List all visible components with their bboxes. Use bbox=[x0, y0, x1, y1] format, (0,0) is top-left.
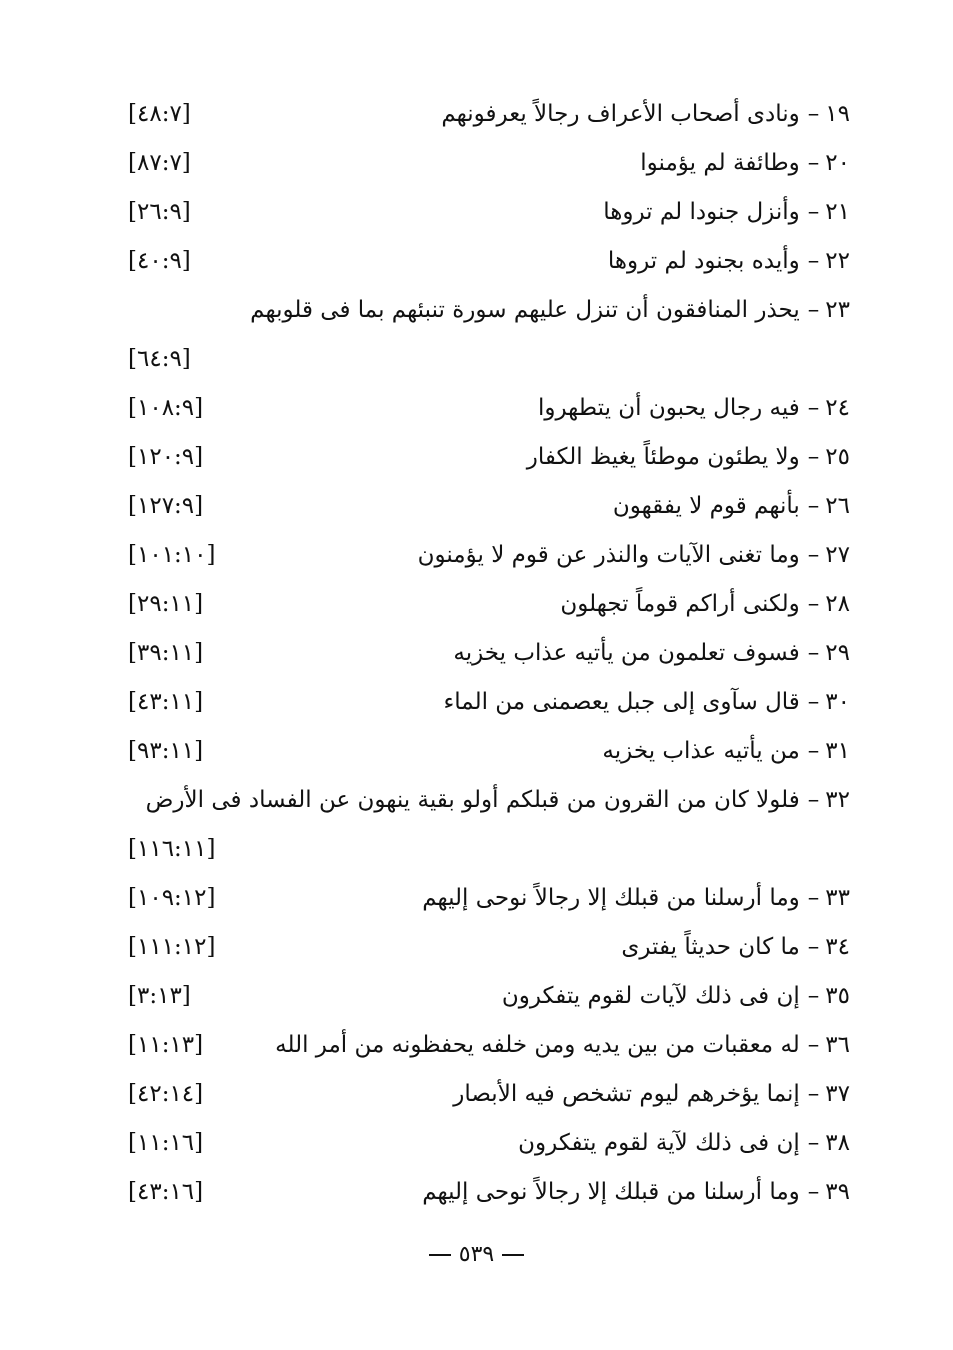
entry-text: ولكنى أراكم قوماً تجهلون bbox=[560, 591, 800, 617]
entry-dash: – bbox=[807, 493, 820, 519]
list-item bbox=[128, 433, 850, 482]
list-item bbox=[128, 580, 850, 629]
entry-number: ٣٦ bbox=[825, 1032, 850, 1058]
list-item bbox=[128, 482, 850, 531]
entry-text: فيه رجال يحبون أن يتطهروا bbox=[537, 395, 800, 421]
entry-number: ٢٤ bbox=[825, 395, 850, 421]
entry-text: بأنهم قوم لا يفقهون bbox=[612, 493, 800, 519]
verse-reference: [١١١:١٢] bbox=[128, 934, 216, 960]
entry-number: ٢٦ bbox=[825, 493, 850, 519]
entry-dash: – bbox=[807, 885, 820, 911]
list-item bbox=[128, 90, 850, 139]
entry-dash: – bbox=[807, 101, 820, 127]
page-number: ٥٣٩ bbox=[458, 1242, 495, 1267]
verse-text-line bbox=[518, 1119, 850, 1168]
verse-text-line bbox=[538, 384, 850, 433]
verse-text-line bbox=[422, 1168, 850, 1217]
entry-dash: – bbox=[807, 640, 820, 666]
verse-list bbox=[128, 90, 850, 1217]
verse-reference: [٩٣:١١] bbox=[128, 738, 204, 764]
entry-number: ٣٨ bbox=[825, 1130, 850, 1156]
list-item bbox=[128, 629, 850, 678]
list-item bbox=[128, 1070, 850, 1119]
list-item bbox=[128, 923, 850, 972]
verse-reference: [١١:١٣] bbox=[128, 1032, 204, 1058]
entry-text: وما تغنى الآيات والنذر عن قوم لا يؤمنون bbox=[417, 542, 800, 568]
entry-text: له معقبات من بين يديه ومن خلفه يحفظونه من أمر الله bbox=[275, 1032, 800, 1058]
entry-text: إنما يؤخرهم ليوم تشخص فيه الأبصار bbox=[453, 1081, 800, 1107]
entry-dash: – bbox=[807, 591, 820, 617]
entry-dash: – bbox=[807, 689, 820, 715]
entry-number: ٢٥ bbox=[825, 444, 850, 470]
entry-text: من يأتيه عذاب يخزيه bbox=[602, 738, 800, 764]
verse-text-line bbox=[527, 433, 850, 482]
footer-rule-right bbox=[502, 1254, 524, 1256]
entry-dash: – bbox=[807, 983, 820, 1009]
list-item bbox=[128, 1119, 850, 1168]
entry-text: قال سآوى إلى جبل يعصمنى من الماء bbox=[443, 689, 800, 715]
entry-number: ٣٣ bbox=[825, 885, 850, 911]
list-item-continuation bbox=[128, 825, 850, 874]
verse-text-line bbox=[443, 678, 850, 727]
entry-number: ٣٥ bbox=[825, 983, 850, 1009]
list-item bbox=[128, 1168, 850, 1217]
entry-dash: – bbox=[807, 934, 820, 960]
verse-text-line bbox=[502, 972, 850, 1021]
list-item bbox=[128, 874, 850, 923]
verse-text-line bbox=[146, 776, 850, 825]
entry-dash: – bbox=[807, 199, 820, 225]
entry-dash: – bbox=[807, 738, 820, 764]
entry-number: ٣٩ bbox=[825, 1179, 850, 1205]
entry-text: وما أرسلنا من قبلك إلا رجالاً نوحى إليهم bbox=[422, 885, 800, 911]
entry-number: ٢٠ bbox=[825, 150, 850, 176]
verse-text-line bbox=[453, 629, 850, 678]
entry-dash: – bbox=[807, 542, 820, 568]
entry-text: فسوف تعلمون من يأتيه عذاب يخزيه bbox=[453, 640, 800, 666]
list-item bbox=[128, 678, 850, 727]
entry-dash: – bbox=[807, 248, 820, 274]
entry-dash: – bbox=[807, 1032, 820, 1058]
entry-text: فلولا كان من القرون من قبلكم أولو بقية ينهون عن الفساد فى الأرض bbox=[145, 787, 800, 813]
entry-number: ٣٧ bbox=[825, 1081, 850, 1107]
entry-text: ونادى أصحاب الأعراف رجالاً يعرفونهم bbox=[441, 101, 800, 127]
entry-number: ٢١ bbox=[825, 199, 850, 225]
list-item bbox=[128, 188, 850, 237]
entry-text: يحذر المنافقون أن تنزل عليهم سورة تنبئهم بما فى قلوبهم bbox=[250, 297, 800, 323]
entry-number: ٢٢ bbox=[825, 248, 850, 274]
entry-dash: – bbox=[807, 395, 820, 421]
entry-number: ٢٨ bbox=[825, 591, 850, 617]
list-item bbox=[128, 776, 850, 825]
verse-text-line bbox=[608, 237, 850, 286]
verse-text-line bbox=[560, 580, 850, 629]
footer-rule-left bbox=[429, 1254, 451, 1256]
verse-reference: [٨٧:٧] bbox=[128, 150, 191, 176]
verse-reference: [١١:١٦] bbox=[128, 1130, 204, 1156]
entry-text: ولا يطئون موطئاً يغيظ الكفار bbox=[526, 444, 800, 470]
entry-text: وما أرسلنا من قبلك إلا رجالاً نوحى إليهم bbox=[422, 1179, 800, 1205]
entry-number: ٢٣ bbox=[825, 297, 850, 323]
entry-text: إن فى ذلك لآية لقوم يتفكرون bbox=[518, 1130, 800, 1156]
verse-text-line bbox=[613, 482, 850, 531]
entry-dash: – bbox=[807, 297, 820, 323]
verse-text-line bbox=[621, 923, 850, 972]
entry-number: ٣١ bbox=[825, 738, 850, 764]
verse-reference: [١٠٩:١٢] bbox=[128, 885, 216, 911]
entry-dash: – bbox=[807, 1081, 820, 1107]
entry-dash: – bbox=[807, 787, 820, 813]
list-item bbox=[128, 384, 850, 433]
entry-dash: – bbox=[807, 444, 820, 470]
verse-text-line bbox=[250, 286, 850, 335]
entry-number: ٢٧ bbox=[825, 542, 850, 568]
list-item bbox=[128, 1021, 850, 1070]
verse-text-line bbox=[640, 139, 850, 188]
verse-text-line bbox=[418, 531, 850, 580]
verse-reference: [٤٣:١١] bbox=[128, 689, 204, 715]
verse-reference: [١١٦:١١] bbox=[128, 836, 216, 862]
entry-text: وأنزل جنودا لم تروها bbox=[603, 199, 800, 225]
list-item bbox=[128, 727, 850, 776]
entry-dash: – bbox=[807, 150, 820, 176]
verse-reference: [٢٦:٩] bbox=[128, 199, 191, 225]
entry-dash: – bbox=[807, 1179, 820, 1205]
list-item bbox=[128, 972, 850, 1021]
list-item bbox=[128, 139, 850, 188]
list-item-continuation bbox=[128, 335, 850, 384]
verse-text-line bbox=[602, 727, 850, 776]
entry-dash: – bbox=[807, 1130, 820, 1156]
list-item bbox=[128, 531, 850, 580]
verse-reference: [٢٩:١١] bbox=[128, 591, 204, 617]
entry-number: ١٩ bbox=[825, 101, 850, 127]
entry-number: ٣٤ bbox=[825, 934, 850, 960]
verse-text-line bbox=[453, 1070, 850, 1119]
entry-text: إن فى ذلك لآيات لقوم يتفكرون bbox=[501, 983, 800, 1009]
entry-number: ٣٢ bbox=[825, 787, 850, 813]
verse-text-line bbox=[422, 874, 850, 923]
entry-number: ٢٩ bbox=[825, 640, 850, 666]
verse-reference: [٤٢:١٤] bbox=[128, 1081, 204, 1107]
verse-reference: [١٠١:١٠] bbox=[128, 542, 216, 568]
verse-reference: [٤٠:٩] bbox=[128, 248, 191, 274]
verse-text-line bbox=[603, 188, 850, 237]
verse-text-line bbox=[275, 1021, 850, 1070]
verse-reference: [١٠٨:٩] bbox=[128, 395, 204, 421]
entry-text: وأيده بجنود لم تروها bbox=[607, 248, 800, 274]
verse-reference: [٣٩:١١] bbox=[128, 640, 204, 666]
verse-reference: [٦٤:٩] bbox=[128, 346, 191, 372]
verse-reference: [٣:١٣] bbox=[128, 983, 191, 1009]
verse-reference: [٤٨:٧] bbox=[128, 101, 191, 127]
verse-reference: [١٢٧:٩] bbox=[128, 493, 204, 519]
entry-text: ما كان حديثاً يفترى bbox=[621, 934, 800, 960]
verse-text-line bbox=[441, 90, 850, 139]
page-footer bbox=[0, 1242, 953, 1267]
entry-number: ٣٠ bbox=[825, 689, 850, 715]
list-item bbox=[128, 237, 850, 286]
verse-reference: [٤٣:١٦] bbox=[128, 1179, 204, 1205]
verse-reference: [١٢٠:٩] bbox=[128, 444, 204, 470]
list-item bbox=[128, 286, 850, 335]
entry-text: وطائفة لم يؤمنوا bbox=[640, 150, 800, 176]
